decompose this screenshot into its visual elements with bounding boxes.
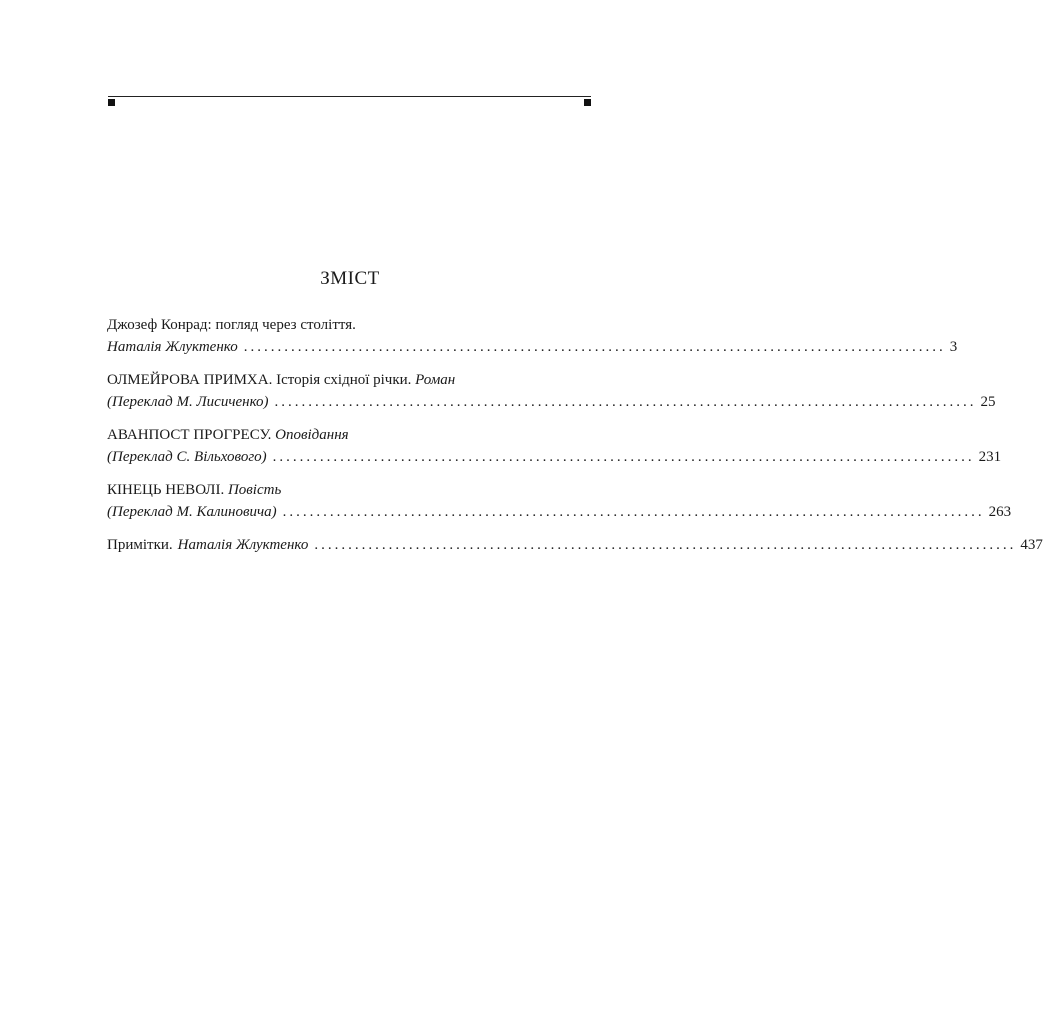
toc-entry-notes[interactable] [107,534,1043,556]
entry-title: КІНЕЦЬ НЕВОЛІ. [107,482,225,498]
entry-line [107,336,958,358]
dot-leader: ........................................................................................................ [314,537,1017,553]
corner-mark-right [584,99,591,106]
entry-subtitle: Історія східної річки. [276,372,412,388]
entry-translator: (Переклад С. Вільхового) [107,449,267,465]
toc-entry-intro[interactable] [107,314,958,358]
table-of-contents [107,314,1043,567]
header-rule [108,96,591,97]
page-number: 437 [1020,537,1043,553]
toc-entry-outpost[interactable] [107,424,1002,468]
toc-entry-end-of-tether[interactable] [107,479,1012,523]
entry-translator: (Переклад М. Лисиченко) [107,394,269,410]
page-number: 3 [949,339,958,355]
page-number: 263 [988,504,1012,520]
dot-leader: ........................................................................................................ [243,339,946,355]
entry-line [107,391,996,413]
entry-genre: Оповідання [275,427,349,443]
entry-title: Примітки. [107,537,173,553]
entry-line [107,446,1002,468]
entry-title: ОЛМЕЙРОВА ПРИМХА. [107,372,273,388]
page-number: 231 [978,449,1002,465]
toc-entry-almayer[interactable] [107,369,996,413]
entry-line [107,501,1012,523]
entry-genre: Роман [415,372,456,388]
entry-genre: Повість [227,482,282,498]
entry-title: Джозеф Конрад: погляд через століття. [107,317,356,333]
dot-leader: ........................................................................................................ [282,504,985,520]
entry-author: Наталія Жлуктенко [177,537,309,553]
entry-title: АВАНПОСТ ПРОГРЕСУ. [107,427,272,443]
corner-mark-left [108,99,115,106]
entry-title-line [107,424,591,446]
entry-translator: (Переклад М. Калиновича) [107,504,277,520]
toc-title: ЗМІСТ [320,268,380,289]
entry-line [107,534,1043,556]
entry-title-line [107,369,591,391]
entry-author: Наталія Жлуктенко [107,339,238,355]
entry-title-line [107,479,591,501]
dot-leader: ........................................................................................................ [272,449,975,465]
dot-leader: ........................................................................................................ [274,394,977,410]
page-number: 25 [980,394,996,410]
